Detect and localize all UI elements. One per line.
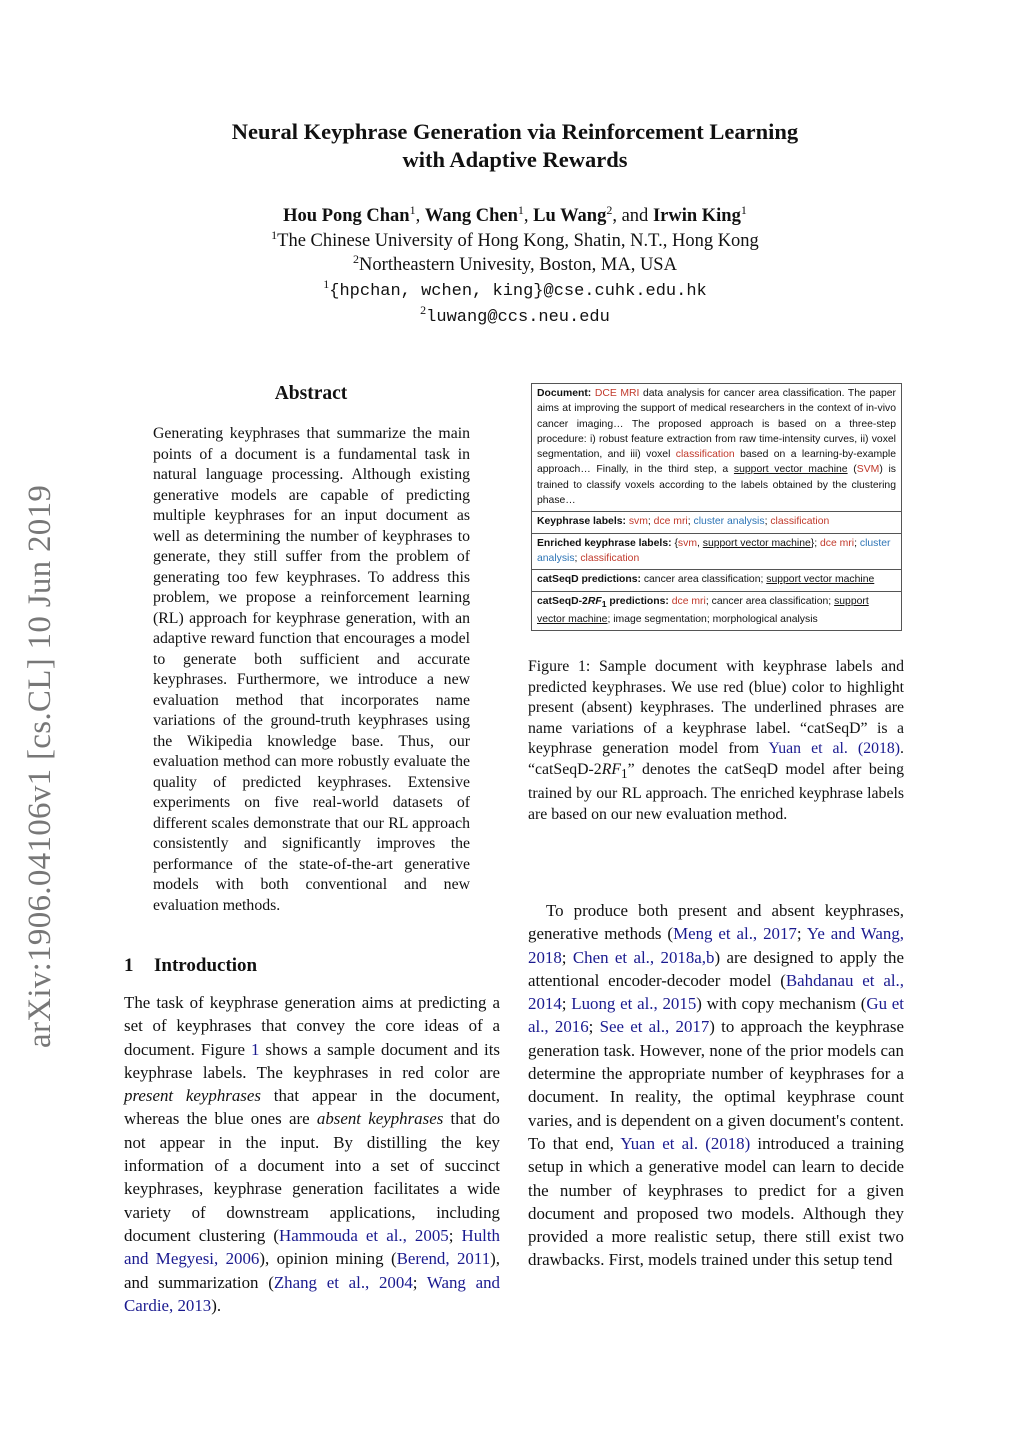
figure-enriched-labels-row: Enriched keyphrase labels: {svm, support vector machine}; dce mri; cluster analysis; classification (532, 533, 901, 570)
email-1: $^1${hpchan, wchen, king}@cse.cuhk.edu.hk (323, 276, 707, 301)
section-number: 1 (124, 955, 134, 976)
citation-link[interactable]: Luong et al., 2015 (571, 994, 697, 1014)
figure-keyphrase-labels-row: Keyphrase labels: svm; dce mri; cluster analysis; classification (532, 511, 901, 532)
author-3: Lu Wang (533, 206, 607, 226)
affiliation-1: $^1$The Chinese University of Hong Kong, Shatin, N.T., Hong Kong (271, 227, 759, 251)
abstract-heading: Abstract (274, 383, 348, 404)
citation-link[interactable]: Berend, 2011 (396, 1249, 491, 1269)
citation-link[interactable]: Wang and Cardie, 2013 (124, 1272, 500, 1315)
citation-link[interactable]: Hammouda et al., 2005 (279, 1225, 449, 1245)
figure-catseqd-rl-row: catSeqD-$2RF_1$ predictions: dce mri; cancer area classification; support vector machine; image segmentation; morphological analysis (532, 591, 901, 631)
author-1: Hou Pong Chan (283, 206, 410, 226)
section-title: Introduction (154, 955, 258, 976)
intro-paragraph-2: To produce both present and absent keyphrases, generative methods (Meng et al., 2017; Ye and Wang, 2018; Chen et al., 2018a,b) are designed to apply the attentional encoder-decoder model (Bahdanau et al., 2014; Luong et al., 2015) with copy mechanism (Gu et al., 2016; See et al., 2017) to approach the keyphrase generation task. However, none of the prior models can determine the appropriate number of keyphrases for a document. In reality, the optimal keyphrase count varies, and is dependent on a given document's content. To that end, Yuan et al. (2018) introduced a training setup in which a generative model can learn to decide the number of keyphrases to predict for a given document and proposed two models. Although they provided a more realistic setup, there still exist two drawbacks. First, models trained under this setup tend (528, 901, 905, 1270)
citation-link[interactable]: Yuan et al. (2018) (620, 1133, 751, 1153)
author-2: Wang Chen (424, 206, 518, 226)
arxiv-identifier: arXiv:1906.04106v1 [cs.CL] 10 Jun 2019 (22, 484, 58, 1048)
citation-link[interactable]: Hulth and Megyesi, 2006 (124, 1225, 500, 1269)
figure-catseqd-row: catSeqD predictions: cancer area classification; support vector machine (532, 569, 901, 590)
figure-1-caption: Figure 1: Sample document with keyphrase labels and predicted keyphrases. We use red (blue) color to highlight present (absent) keyphrases. The underlined phrases are name variations of a keyphrase label. “catSeqD” is a keyphrase generation model from Yuan et al. (2018). “$catSeqD-2RF_1$” denotes the catSeqD model after being trained by our RL approach. The enriched keyphrase labels are based on our new evaluation method. (528, 658, 904, 823)
citation-link[interactable]: Chen et al., 2018a,b (572, 947, 715, 967)
email-2: $^2$luwang@ccs.neu.edu (420, 302, 610, 327)
figure-document-row: Document: DCE MRI data analysis for cancer area classification. The paper aims at improving the support of medical researchers in the context of in-vivo cancer imaging… The proposed approach is based on a three-step procedure: i) robust feature extraction from raw time-intensity curves, ii) voxel segmentation, and iii) voxel classification based on a learning-by-example approach… Finally, in the third step, a support vector machine (SVM) is trained to classify voxels according to the labels obtained by the clustering phase… (537, 388, 896, 507)
section-heading (124, 955, 257, 977)
author-block (120, 204, 910, 331)
author-4: Irwin King (652, 206, 741, 226)
citation-link[interactable]: Zhang et al., 2004 (273, 1272, 413, 1292)
abstract-text: Generating keyphrases that summarize the main points of a document is a fundamental task in natural language processing. Although existing generative models are capable of predicting multiple keyphrases for an input document as well as determining the number of keyphrases to generate, they still suffer from the problem of generating too few keyphrases. To address this problem, we propose a reinforcement learning (RL) approach for keyphrase generation, with an adaptive reward function that encourages a model to generate both sufficient and accurate keyphrases. Furthermore, we introduce a new evaluation method that incorporates name variations of the ground-truth keyphrases using the Wikipedia knowledge base. Thus, our evaluation method can more robustly evaluate the quality of predicted keyphrases. Extensive experiments on five real-world datasets of different scales demonstrate that our RL approach consistently and significantly improves the performance of the state-of-the-art generative models with both conventional and new evaluation methods. (153, 425, 470, 914)
intro-paragraph-1: The task of keyphrase generation aims at predicting a set of keyphrases that convey the core ideas of a document. Figure 1 shows a sample document and its keyphrase labels. The keyphrases in red color are present keyphrases that appear in the document, whereas the blue ones are absent keyphrases that do not appear in the input. By distilling the key information of a document into a set of succinct keyphrases, keyphrase generation facilitates a wide variety of downstream applications, including document clustering (Hammouda et al., 2005; Hulth and Megyesi, 2006), opinion mining (Berend, 2011), and summarization (Zhang et al., 2004; Wang and Cardie, 2013). (124, 993, 500, 1315)
author-names: Hou Pong Chan$^1$, Wang Chen$^1$, Lu Wang$^2$, and Irwin King$^1$ (283, 202, 747, 226)
title-line-2: with Adaptive Rewards (402, 147, 628, 172)
citation-link[interactable]: Yuan et al. (2018) (768, 740, 901, 757)
affiliation-2: $^2$Northeastern Univesity, Boston, MA, USA (353, 251, 677, 275)
paper-title (120, 118, 910, 174)
citation-link[interactable]: See et al., 2017 (599, 1017, 710, 1037)
figure-1-box (531, 383, 902, 631)
citation-link[interactable]: Meng et al., 2017 (673, 924, 797, 944)
citation-link[interactable]: Ye and Wang, 2018 (528, 924, 904, 967)
citation-link[interactable]: Gu et al., 2016 (528, 994, 904, 1037)
title-line-1: Neural Keyphrase Generation via Reinforcement Learning (231, 119, 799, 144)
citation-link[interactable]: Bahdanau et al., 2014 (528, 970, 904, 1014)
figure-ref-link[interactable]: 1 (250, 1039, 260, 1059)
